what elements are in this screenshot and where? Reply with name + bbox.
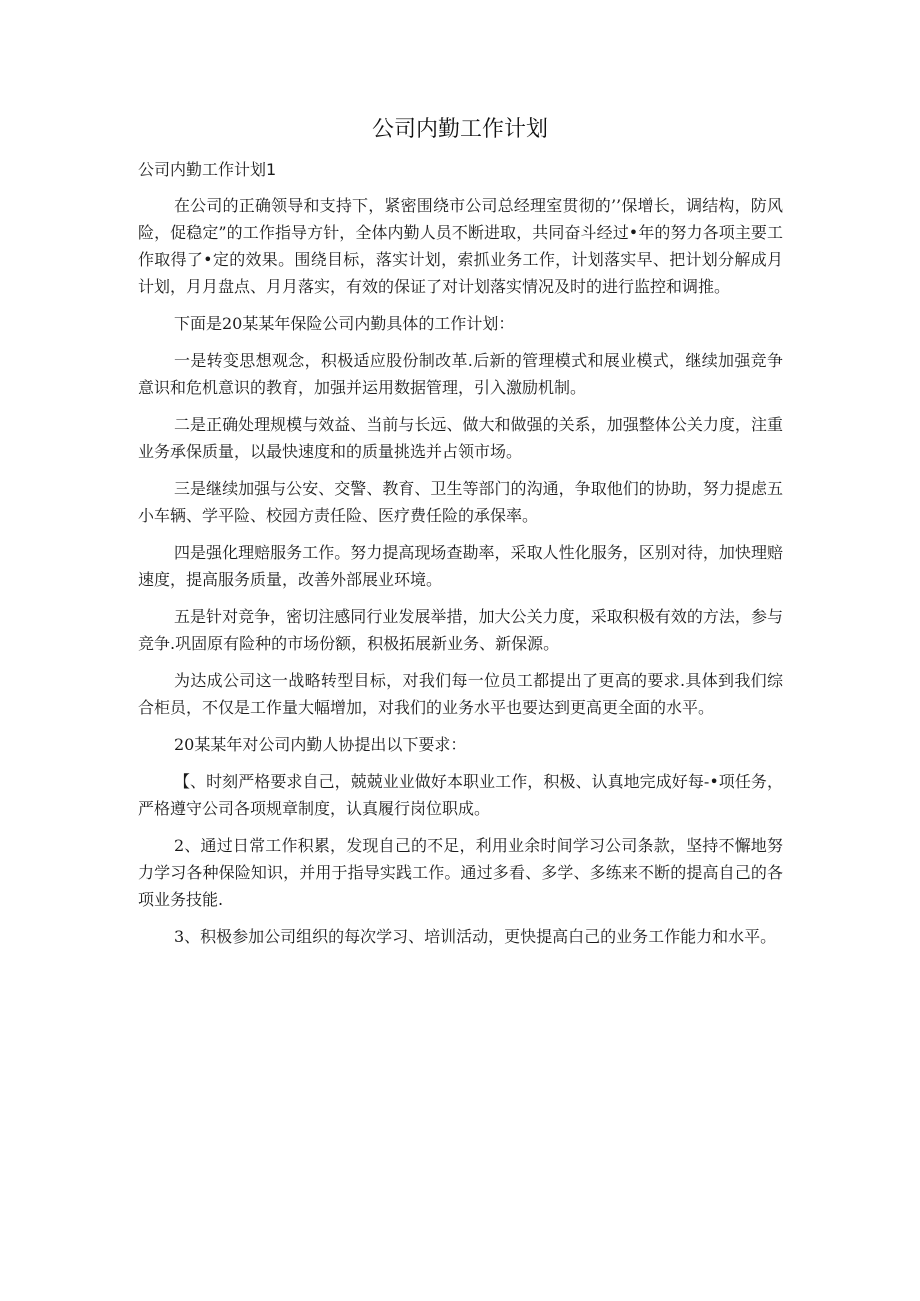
paragraph-requirement-3: 3、积极参加公司组织的每次学习、培训活动，更快提高白己的业务工作能力和水平。	[174, 927, 777, 946]
paragraph-item-5: 五是针对竞争，密切注感同行业发展举措，加大公关力度，采取积极有效的方法，参与竞争.巩固原有险种的市场份额，积极拓展新业务、新保源。	[138, 607, 783, 653]
paragraph-goal: 为达成公司这一战略转型目标，对我们每一位员工都提出了更高的要求.具体到我们综合柜员，不仅是工作量大幅增加，对我们的业务水平也要达到更高更全面的水平。	[138, 671, 783, 717]
paragraph-intro: 在公司的正确领导和支持下，紧密围绕市公司总经理室贯彻的’’保增长，调结构，防风险，促稳定”的工作指导方针，全体内勤人员不断进取，共同奋斗经过•年的努力各项主要工作取得了•定的效果。围绕目标，落实计划，索抓业务工作，计划落实早、把计划分解成月计划，月月盘点、月月落实，有效的保证了对计划落实情况及时的进行监控和调推。	[138, 196, 783, 296]
document-title: 公司内勤工作计划	[371, 117, 548, 142]
paragraph-requirement-2: 2、通过日常工作积累，发现自己的不足，利用业余时间学习公司条款，坚持不懈地努力学习各种保险知识，并用于指导实践工作。通过多看、多学、多练来不断的提高自己的各项业务技能.	[138, 836, 783, 909]
paragraph-item-4: 四是强化理赔服务工作。努力提高现场查勘率，采取人性化服务，区别对待，加快理赔速度，提高服务质量，改善外部展业环境。	[138, 543, 783, 589]
document-subtitle: 公司内勤工作计划1	[138, 160, 277, 179]
paragraph-item-3: 三是继续加强与公安、交警、教育、卫生等部门的沟通，争取他们的协助，努力提虑五小车辆、学平险、校园方责任险、医疗费任险的承保率。	[138, 479, 783, 525]
paragraph-item-1: 一是转变思想观念，积极适应股份制改革.后新的管理模式和展业模式，继续加强竞争意识和危机意识的教育，加强并运用数据管理，引入激励机制。	[138, 351, 783, 397]
paragraph-requirement-1: 【、时刻严格要求自己，兢兢业业做好本职业工作，积极、认真地完成好每-•项任务，严格遵守公司各项规章制度，认真履行岗位职成。	[138, 772, 783, 818]
paragraph-item-2: 二是正确处理规模与效益、当前与长远、做大和做强的关系，加强整体公关力度，注重业务承保质量，以最快速度和的质量挑选并占领市场。	[138, 415, 783, 461]
paragraph-plan-lead: 下面是20某某年保险公司内勤具体的工作计划：	[174, 314, 515, 333]
document-body	[138, 192, 783, 960]
paragraph-requirements-lead: 20某某年对公司内勤人协提出以下要求：	[174, 735, 467, 754]
